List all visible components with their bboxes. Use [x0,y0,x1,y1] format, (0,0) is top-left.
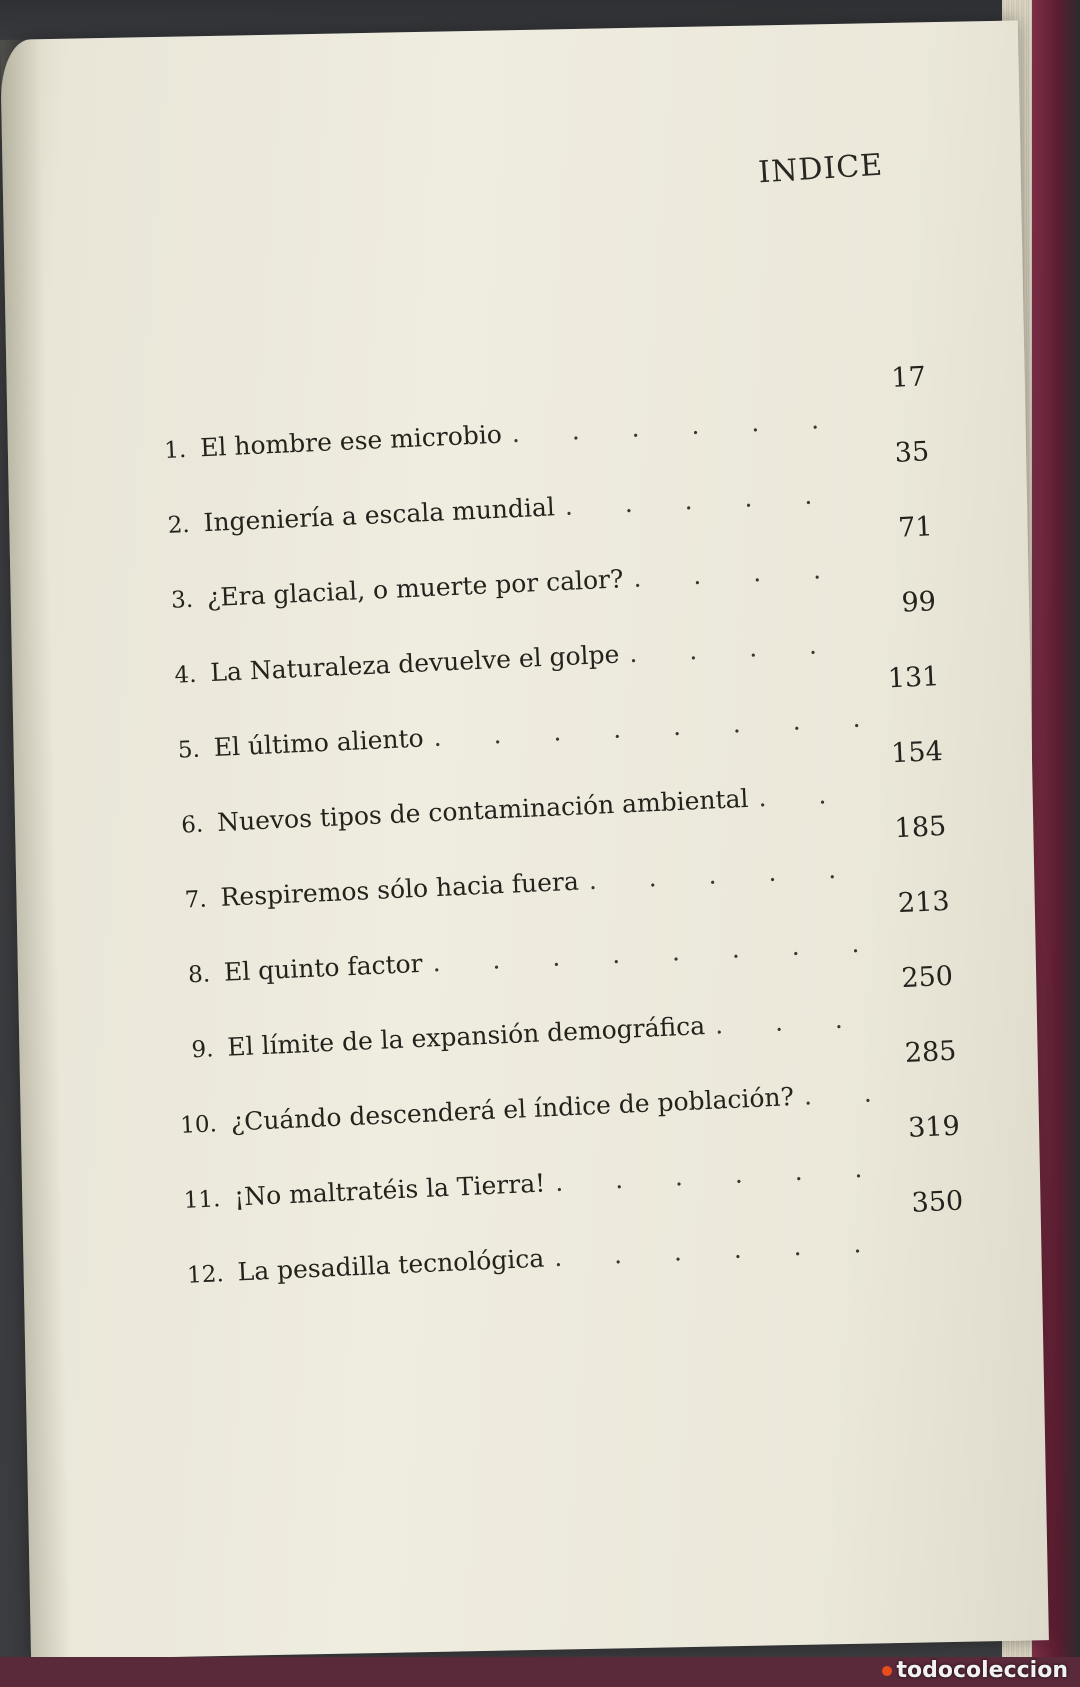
chapter-number: 3. [170,586,194,614]
page-number: 319 [907,1110,961,1144]
chapter-title: El último aliento [213,723,425,763]
chapter-number: 12. [186,1261,225,1289]
chapter-title: ¿Era glacial, o muerte por calor? [206,564,624,613]
chapter-number: 7. [184,886,208,914]
page-number: 350 [910,1185,964,1219]
chapter-title: La Naturaleza devuelve el golpe [209,639,620,688]
chapter-number: 1. [163,436,187,464]
table-of-contents [128,361,968,1336]
chapter-title: La pesadilla tecnológica [236,1243,545,1287]
logo-dot-icon [882,1666,892,1676]
chapter-title: El límite de la expansión demográfica [226,1011,706,1062]
chapter-title: Respiremos sólo hacia fuera [219,866,580,912]
page-number: 17 [890,361,927,394]
chapter-title: ¡No maltratéis la Tierra! [233,1168,546,1212]
page-number: 185 [893,810,947,845]
watermark [882,1658,1068,1683]
page-number: 99 [900,586,937,619]
chapter-title: El quinto factor [223,948,424,987]
chapter-number: 5. [177,736,201,764]
page-number: 154 [890,735,944,770]
chapter-number: 6. [180,811,204,839]
chapter-title: Nuevos tipos de contaminación ambiental [216,783,750,837]
leader-dots [714,1005,875,1037]
chapter-number: 2. [167,511,191,539]
chapter-title: El hombre ese microbio [199,419,503,463]
watermark-text: todocoleccion [896,1658,1068,1683]
page-number: 131 [887,661,941,695]
chapter-title: ¿Cuándo descenderá el índice de población? [230,1082,795,1137]
page-title: INDICE [757,147,885,191]
leader-dots [511,406,848,446]
chapter-title: Ingeniería a escala mundial [202,492,556,538]
book-page [0,20,1049,1659]
chapter-number: 11. [183,1186,221,1214]
page-number: 285 [904,1035,958,1069]
leader-dots [803,1080,878,1108]
page-number: 213 [897,885,951,920]
page-number: 35 [894,436,930,469]
chapter-number: 10. [179,1111,218,1139]
chapter-number: 8. [187,961,211,989]
chapter-number: 9. [190,1036,215,1064]
chapter-number: 4. [173,661,198,689]
page-number: 250 [900,960,954,995]
page-gutter-shadow [0,39,71,1659]
page-number: 71 [897,511,934,544]
leader-dots [758,781,865,811]
